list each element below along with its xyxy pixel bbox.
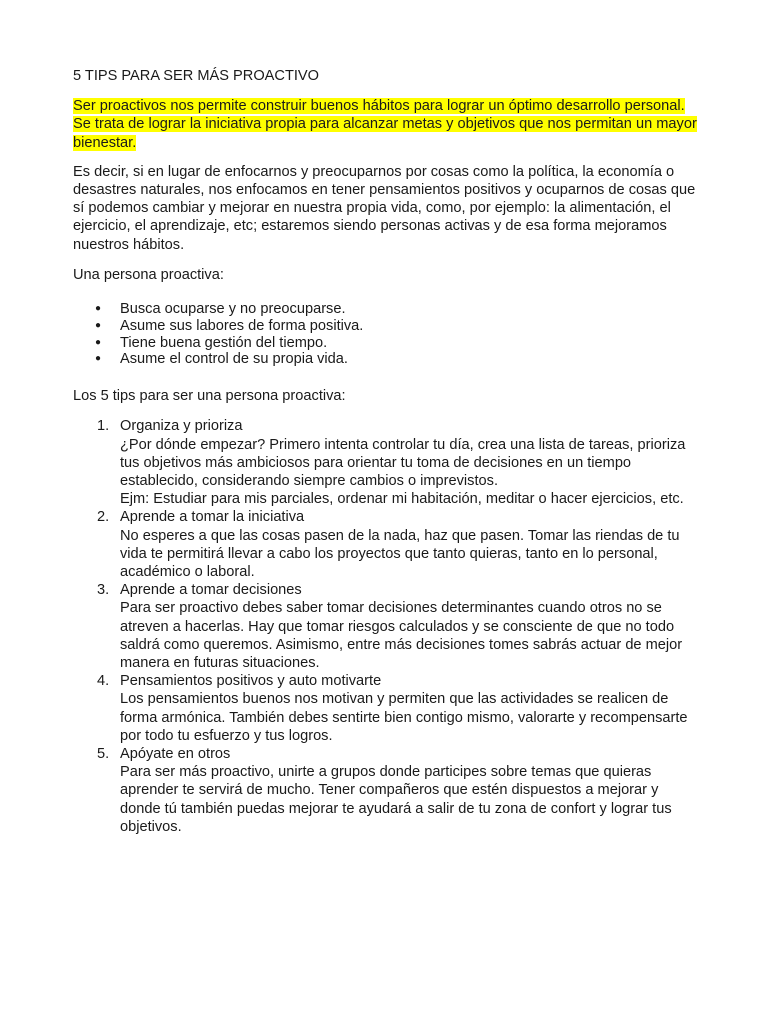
tip-body: Para ser más proactivo, unirte a grupos donde participes sobre temas que quieras aprender te servirá de mucho. Tener compañeros que estén dispuestos a mejorar y donde tú también puedas mejorar te ayudará a salir de tu zona de confort y lograr tus objetivos.: [120, 764, 672, 835]
tip-body: ¿Por dónde empezar? Primero intenta controlar tu día, crea una lista de tareas, prioriza tus objetivos más ambiciosos para orientar tu toma de decisiones en un tiempo establecido, considerando siempre cambios o imprevistos.: [120, 436, 686, 490]
list-item: [73, 351, 698, 368]
tip-item: [73, 745, 698, 836]
tip-number: 4.: [97, 673, 110, 690]
tip-item: [73, 508, 698, 581]
bullet-text: Busca ocuparse y no preocuparse.: [120, 301, 346, 318]
tip-title: Aprende a tomar la iniciativa: [120, 509, 305, 526]
bullet-icon: ●: [95, 303, 102, 315]
tip-number: 2.: [97, 509, 110, 526]
tips-list: [73, 417, 698, 836]
tip-number: 3.: [97, 582, 110, 599]
tip-body: Para ser proactivo debes saber tomar decisiones determinantes cuando otros no se atreven a hacerlas. Hay que tomar riesgos calculados y se consciente de que no todo saldrá como queremos. Asimismo, entre más decisiones tomes sabrás actuar de mejor manera en futuras situaciones.: [120, 600, 683, 672]
tip-body: No esperes a que las cosas pasen de la nada, haz que pasen. Tomar las riendas de tu vida te permitirá llevar a cabo los proyectos que tanto quieras, tanto en lo personal, académico o laboral.: [120, 527, 680, 581]
highlighted-text: Ser proactivos nos permite construir buenos hábitos para lograr un óptimo desarrollo personal. Se trata de lograr la iniciativa propia para alcanzar metas y objetivos que nos permitan un mayor bienestar.: [73, 98, 697, 151]
tip-item: [73, 581, 698, 672]
tips-heading: Los 5 tips para ser una persona proactiva:: [73, 388, 346, 405]
tip-body: Los pensamientos buenos nos motivan y permiten que las actividades se realicen de forma armónica. También debes sentirte bien contigo mismo, valorarte y recompensarte por todo tu esfuerzo y tus logros.: [120, 691, 688, 744]
tip-number: 5.: [97, 746, 110, 763]
bullet-text: Asume sus labores de forma positiva.: [120, 317, 364, 334]
persona-heading: Una persona proactiva:: [73, 266, 224, 283]
bullet-text: Tiene buena gestión del tiempo.: [120, 334, 328, 351]
tip-title: Pensamientos positivos y auto motivarte: [120, 673, 382, 690]
list-item: [73, 301, 698, 318]
bullet-list: [73, 301, 698, 368]
tip-number: 1.: [97, 418, 110, 435]
document-page: [73, 67, 698, 836]
tip-item: [73, 672, 698, 745]
bullet-icon: ●: [95, 336, 102, 348]
document-title: 5 TIPS PARA SER MÁS PROACTIVO: [73, 68, 319, 84]
bullet-icon: ●: [95, 319, 102, 331]
tip-example: Ejm: Estudiar para mis parciales, ordenar mi habitación, meditar o hacer ejercicios, etc.: [120, 491, 684, 508]
tip-item: [73, 417, 698, 508]
list-item: [73, 335, 698, 352]
tip-title: Apóyate en otros: [120, 746, 231, 763]
bullet-icon: ●: [95, 353, 102, 365]
tip-title: Aprende a tomar decisiones: [120, 582, 302, 599]
bullet-text: Asume el control de su propia vida.: [120, 351, 348, 368]
tip-title: Organiza y prioriza: [120, 418, 243, 435]
list-item: [73, 318, 698, 335]
highlighted-paragraph: [73, 97, 698, 152]
intro-paragraph: Es decir, si en lugar de enfocarnos y preocuparnos por cosas como la política, la economía o desastres naturales, nos enfocamos en tener pensamientos positivos y ocuparnos de cosas que sí podemos cambiar y mejorar en nuestra propia vida, como, por ejemplo: la alimentación, el ejercicio, el aprendizaje, etc; estaremos siendo personas activas y de esa forma mejoramos nuestros hábitos.: [73, 163, 696, 253]
